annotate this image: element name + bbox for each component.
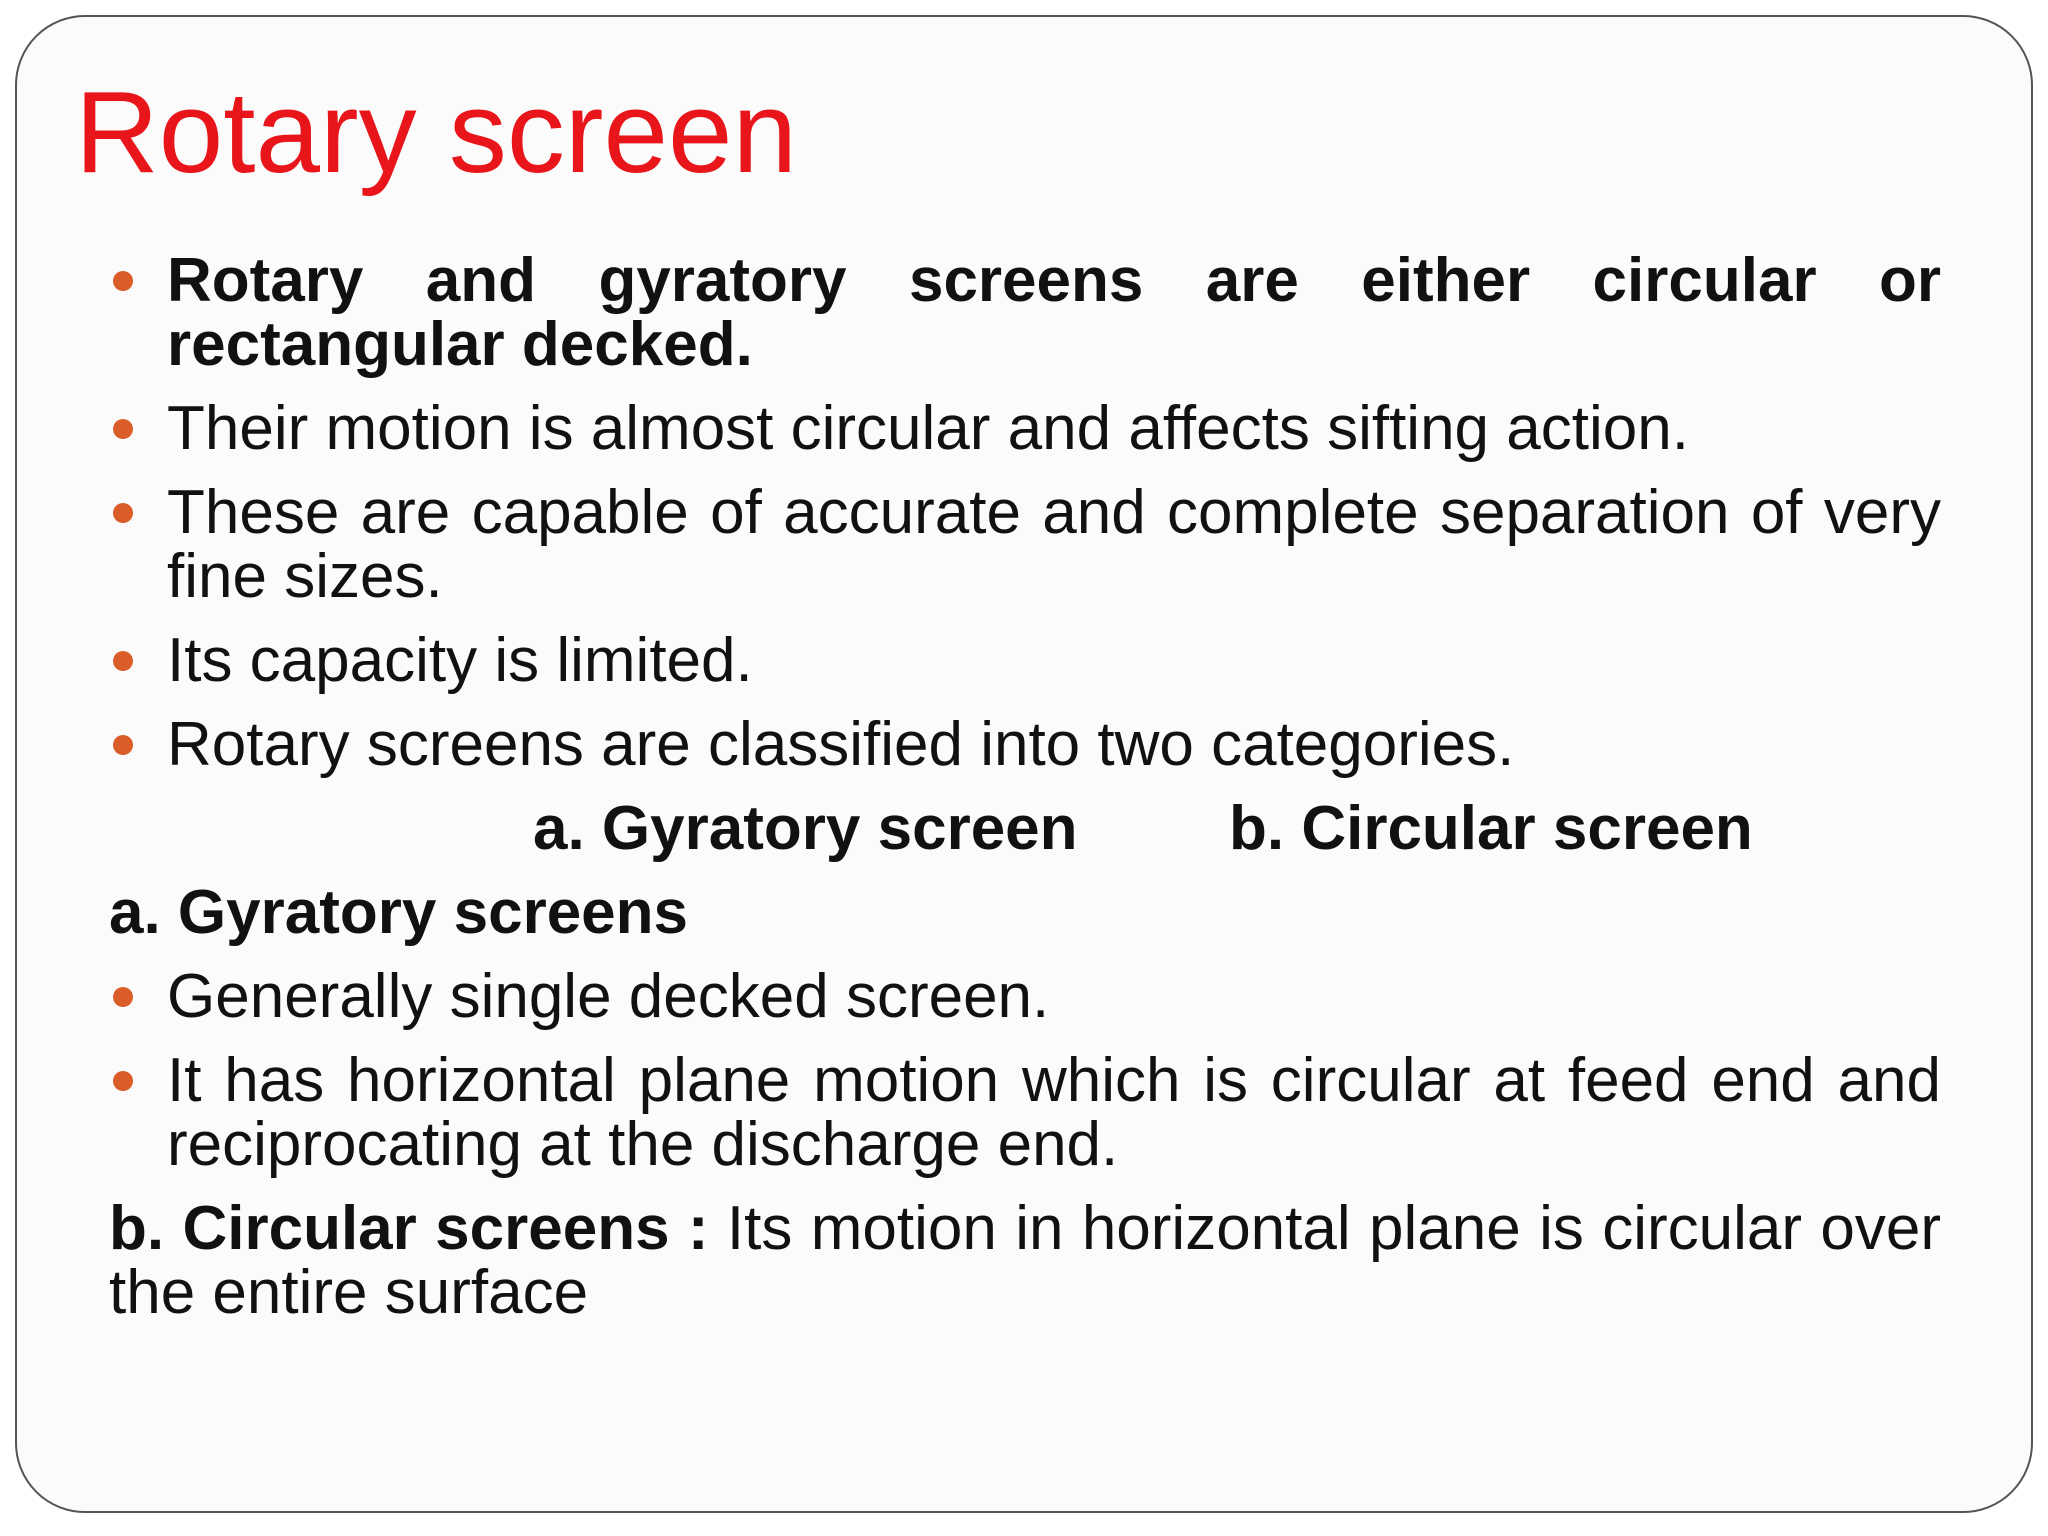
bullet-text: Generally single decked screen. [167, 962, 1050, 1031]
bullet-item [109, 1046, 1941, 1179]
bullet-dot-icon [113, 1071, 133, 1091]
slide-content [109, 246, 1941, 1327]
bullet-item [109, 394, 1941, 463]
gyratory-heading: a. Gyratory screens [109, 878, 689, 947]
slide-frame [15, 15, 2033, 1513]
bullet-text: Rotary and gyratory screens are either circular or rectangular decked. [167, 246, 1941, 379]
bullet-text: Rotary screens are classified into two categories. [167, 710, 1515, 779]
circular-lead: b. Circular screens : [109, 1194, 709, 1263]
category-gyratory: a. Gyratory screen [533, 794, 1078, 863]
bullet-dot-icon [113, 987, 133, 1007]
bullet-item [109, 478, 1941, 611]
circular-text: Its motion in horizontal plane is circular over the entire surface [109, 1194, 1941, 1327]
circular-paragraph [109, 1194, 1941, 1327]
bullet-item [109, 626, 1941, 695]
category-circular: b. Circular screen [1229, 794, 1753, 863]
category-list [109, 794, 1941, 863]
bullet-item [109, 962, 1941, 1031]
slide-title: Rotary screen [75, 67, 798, 197]
bullet-dot-icon [113, 419, 133, 439]
bullet-dot-icon [113, 503, 133, 523]
bullet-text: Its capacity is limited. [167, 626, 753, 695]
bullet-text: These are capable of accurate and complete separation of very fine sizes. [167, 478, 1941, 611]
bullet-text: It has horizontal plane motion which is circular at feed end and reciprocating at the discharge end. [167, 1046, 1941, 1179]
bullet-dot-icon [113, 651, 133, 671]
bullet-dot-icon [113, 271, 133, 291]
bullet-item [109, 246, 1941, 379]
bullet-dot-icon [113, 735, 133, 755]
bullet-text: Their motion is almost circular and affects sifting action. [167, 394, 1689, 463]
bullet-item [109, 710, 1941, 779]
